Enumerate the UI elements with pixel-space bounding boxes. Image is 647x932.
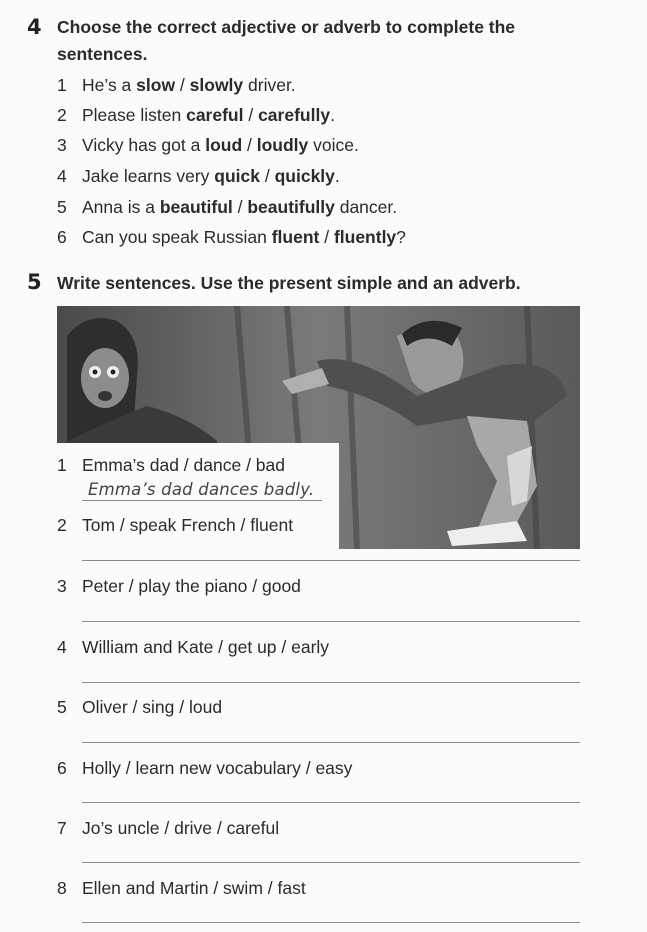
exercise-5-number: 5 bbox=[27, 270, 42, 294]
exercise-4-title bbox=[57, 14, 515, 68]
option-fluently[interactable]: fluently bbox=[333, 227, 397, 247]
answer-line-4[interactable] bbox=[82, 682, 580, 683]
exercise-5-title: Write sentences. Use the present simple and an adverb. bbox=[57, 273, 521, 293]
answer-line-8[interactable] bbox=[82, 922, 580, 923]
exercise-5-item-1: 1 Emma’s dad / dance / bad bbox=[57, 455, 285, 475]
answer-line-2[interactable] bbox=[82, 560, 580, 561]
option-carefully[interactable]: carefully bbox=[258, 105, 331, 125]
exercise-4-item-4: 4 Jake learns very quick / quickly. bbox=[57, 166, 340, 186]
option-beautifully[interactable]: beautifully bbox=[247, 197, 335, 217]
exercise-4-item-2: 2 Please listen careful / carefully. bbox=[57, 105, 335, 125]
option-beautiful[interactable]: beautiful bbox=[159, 197, 233, 217]
exercise-4-number: 4 bbox=[27, 15, 42, 39]
exercise-4-title-line2: sentences. bbox=[57, 44, 148, 64]
option-quickly[interactable]: quickly bbox=[274, 166, 335, 186]
option-loudly[interactable]: loudly bbox=[256, 135, 309, 155]
answer-line-3[interactable] bbox=[82, 621, 580, 622]
option-loud[interactable]: loud bbox=[205, 135, 243, 155]
exercise-4-item-1: 1 He’s a slow / slowly driver. bbox=[57, 75, 296, 95]
answer-line-7[interactable] bbox=[82, 862, 580, 863]
answer-line-1[interactable] bbox=[82, 500, 322, 501]
option-careful[interactable]: careful bbox=[186, 105, 244, 125]
exercise-4-item-3: 3 Vicky has got a loud / loudly voice. bbox=[57, 135, 359, 155]
exercise-5-item-2: 2 Tom / speak French / fluent bbox=[57, 515, 294, 535]
option-quick[interactable]: quick bbox=[214, 166, 260, 186]
exercise-5-item-7: 7 Jo’s uncle / drive / careful bbox=[57, 818, 280, 838]
exercise-5-item-5: 5 Oliver / sing / loud bbox=[57, 697, 223, 717]
answer-line-6[interactable] bbox=[82, 802, 580, 803]
option-fluent[interactable]: fluent bbox=[271, 227, 320, 247]
exercise-4-item-6: 6 Can you speak Russian fluent / fluently? bbox=[57, 227, 406, 247]
exercise-5-item-6: 6 Holly / learn new vocabulary / easy bbox=[57, 758, 353, 778]
exercise-4-item-5: 5 Anna is a beautiful / beautifully dancer. bbox=[57, 197, 398, 217]
exercise-4-title-line1: Choose the correct adjective or adverb to complete the bbox=[57, 17, 516, 37]
option-slow[interactable]: slow bbox=[136, 75, 176, 95]
example-answer: Emma’s dad dances badly. bbox=[88, 480, 315, 499]
option-slowly[interactable]: slowly bbox=[189, 75, 244, 95]
answer-line-5[interactable] bbox=[82, 742, 580, 743]
exercise-5-item-3: 3 Peter / play the piano / good bbox=[57, 576, 301, 596]
exercise-5-item-4: 4 William and Kate / get up / early bbox=[57, 637, 330, 657]
exercise-5-item-8: 8 Ellen and Martin / swim / fast bbox=[57, 878, 306, 898]
